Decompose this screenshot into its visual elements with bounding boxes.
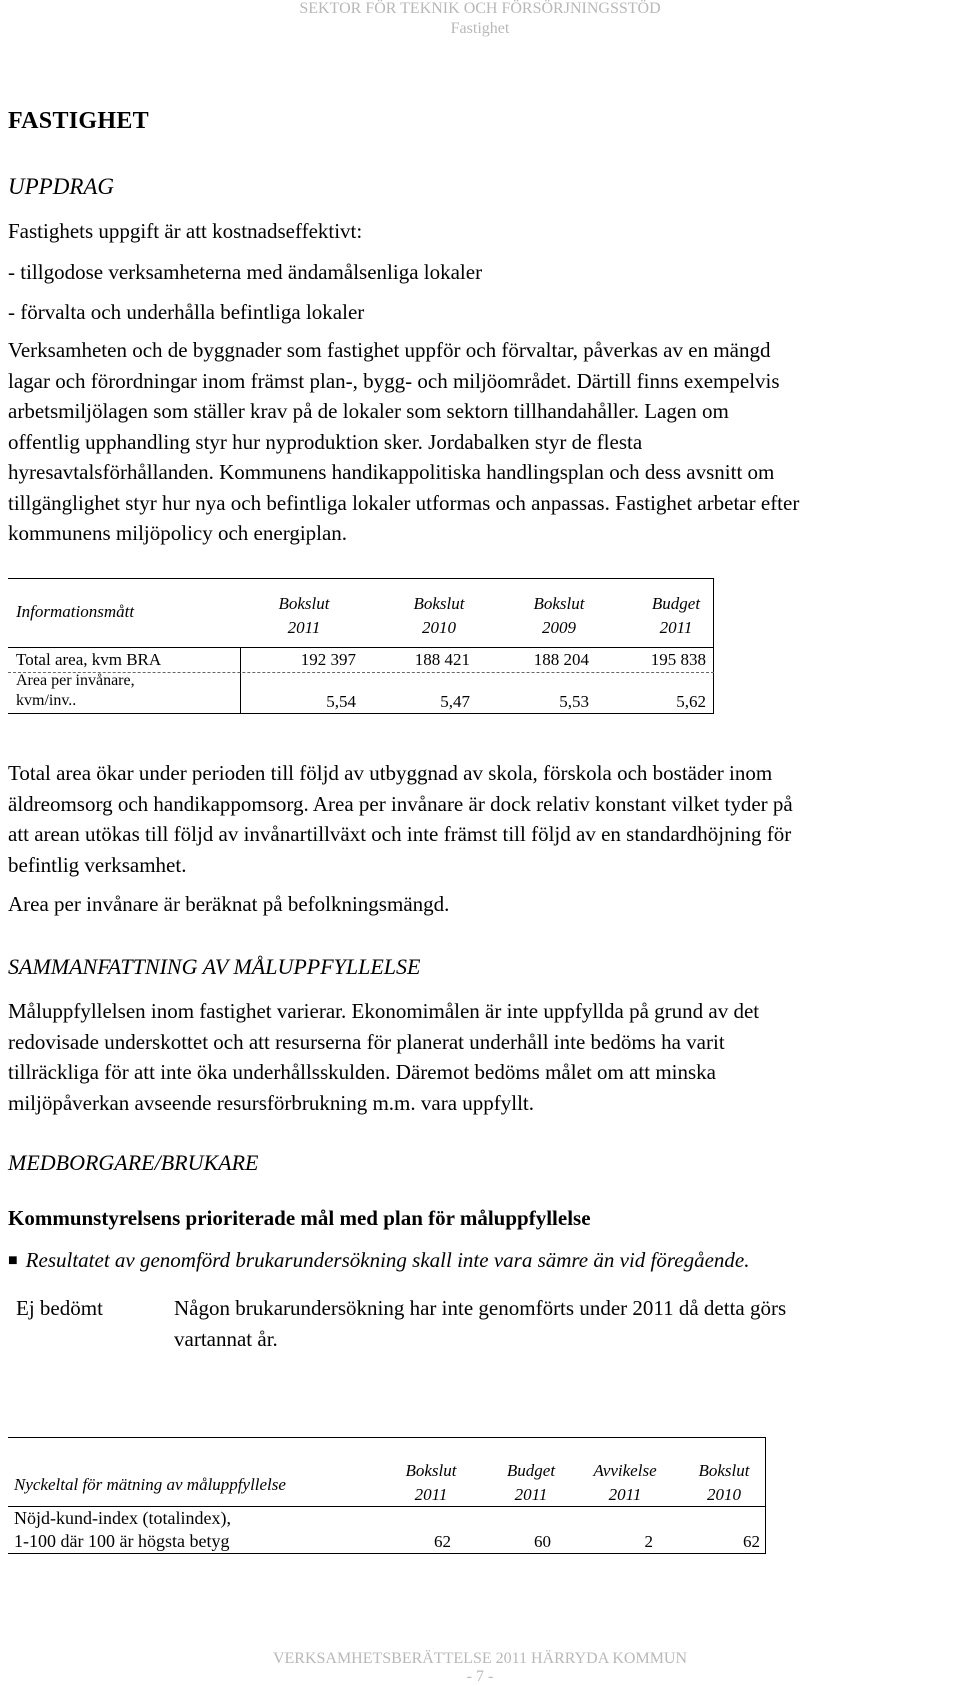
uppdrag-bullet: - tillgodose verksamheterna med ändamålsenliga lokaler — [8, 260, 483, 284]
table-right-border — [765, 1437, 766, 1553]
table-top-rule — [8, 578, 714, 579]
section-heading-medborgare: MEDBORGARE/BRUKARE — [8, 1150, 259, 1175]
table-column-header: Bokslut 2010 — [413, 594, 465, 637]
cell-value: 188 421 — [414, 650, 470, 669]
row-label: Total area, kvm BRA — [16, 650, 162, 669]
status-label: Ej bedömt — [16, 1296, 103, 1320]
text-line: arbetsmiljölagen som ställer krav på de lokaler som sektorn tillhandahåller. Lagen om — [8, 399, 729, 423]
goal-text: Resultatet av genomförd brukarundersökning skall inte vara sämre än vid föregående. — [25, 1248, 750, 1272]
text-line: Verksamheten och de byggnader som fastighet uppför och förvaltar, påverkas av en mängd — [8, 338, 771, 362]
table-column-divider — [240, 648, 241, 713]
cell-value: 192 397 — [300, 650, 356, 669]
text-line: Total area ökar under perioden till följd av utbyggnad av skola, förskola och bostäder inom — [8, 761, 773, 785]
running-footer: VERKSAMHETSBERÄTTELSE 2011 HÄRRYDA KOMMUN — [272, 1650, 688, 1667]
cell-value: 62 — [743, 1532, 760, 1551]
goal-line — [8, 1245, 749, 1276]
goal-subheading: Kommunstyrelsens prioriterade mål med plan för måluppfyllelse — [8, 1206, 591, 1230]
table-column-header: Avvikelse 2011 — [593, 1461, 657, 1504]
area-note: Area per invånare är beräknat på befolkningsmängd. — [8, 892, 450, 916]
uppdrag-paragraph — [8, 335, 943, 549]
table-column-header: Bokslut 2010 — [698, 1461, 750, 1504]
text-line: offentlig upphandling styr hur nyproduktion sker. Jordabalken styr de flesta — [8, 429, 643, 454]
section-heading-sammanfattning: SAMMANFATTNING AV MÅLUPPFYLLELSE — [8, 954, 421, 979]
text-line: hyresavtalsförhållanden. Kommunens handikappolitiska handlingsplan och dess avsnitt om — [8, 460, 775, 484]
running-header-sector: SEKTOR FÖR TEKNIK OCH FÖRSÖRJNINGSSTÖD — [299, 0, 661, 17]
table-column-header: Bokslut 2011 — [278, 594, 330, 637]
table-column-header: Bokslut 2011 — [405, 1461, 457, 1504]
text-line: tillgänglighet styr hur nya och befintliga lokaler utformas och anpassas. Fastighet arbetar efter — [8, 490, 800, 515]
status-description: Någon brukarundersökning har inte genomförts under 2011 då detta görs vartannat år. — [174, 1296, 787, 1351]
table-header-label: Informationsmått — [16, 602, 135, 621]
row-label: Area per invånare, kvm/inv.. — [16, 672, 135, 709]
table-column-header: Budget 2011 — [506, 1461, 556, 1504]
page-title: FASTIGHET — [8, 108, 149, 134]
cell-value: 2 — [644, 1532, 653, 1551]
cell-value: 62 — [434, 1532, 451, 1551]
cell-value: 188 204 — [533, 650, 589, 669]
page-number: - 7 - — [466, 1668, 494, 1685]
table-bottom-rule — [8, 1553, 766, 1554]
text-line: att arean utökas till följd av invånartillväxt och inte främst till följd av en standardhöjning för — [8, 822, 792, 846]
text-line: redovisade underskottet och att resurserna för planerat underhåll inte bedöms ha varit — [8, 1029, 725, 1054]
text-line: lagar och förordningar inom främst plan-, bygg- och miljöområdet. Därtill finns exempelvis — [8, 368, 780, 393]
text-line: kommunens miljöpolicy och energiplan. — [8, 521, 348, 545]
area-paragraph — [8, 758, 943, 880]
cell-value: 5,47 — [440, 692, 470, 711]
text-line: miljöpåverkan avseende resursförbrukning m.m. vara uppfyllt. — [8, 1090, 535, 1115]
table-bottom-rule — [8, 713, 714, 714]
running-header-unit: Fastighet — [450, 20, 510, 37]
sammanfattning-paragraph — [8, 996, 943, 1118]
cell-value: 5,62 — [676, 692, 706, 711]
text-line: Måluppfyllelsen inom fastighet varierar. Ekonomimålen är inte uppfyllda på grund av det — [8, 999, 760, 1023]
cell-value: 60 — [534, 1532, 551, 1551]
table-header-label: Nyckeltal för mätning av måluppfyllelse — [14, 1475, 286, 1494]
informationsmatt-table — [8, 578, 714, 718]
nyckeltal-table — [8, 1437, 766, 1557]
cell-value: 5,54 — [326, 692, 356, 711]
row-label: Nöjd-kund-index (totalindex), 1-100 där 100 är högsta betyg — [14, 1508, 231, 1551]
uppdrag-intro: Fastighets uppgift är att kostnadseffektivt: — [8, 219, 363, 243]
cell-value: 5,53 — [559, 692, 589, 711]
cell-value: 195 838 — [650, 650, 706, 669]
text-line: befintlig verksamhet. — [8, 852, 187, 877]
uppdrag-bullet: - förvalta och underhålla befintliga lokaler — [8, 300, 365, 324]
text-line: tillräckliga för att inte öka underhållsskulden. Däremot bedöms målet om att minska — [8, 1060, 716, 1084]
text-line: äldreomsorg och handikappomsorg. Area per invånare är dock relativ konstant vilket tyder på — [8, 791, 793, 816]
table-top-rule — [8, 1437, 766, 1438]
table-column-header: Bokslut 2009 — [533, 594, 585, 637]
section-heading-uppdrag: UPPDRAG — [8, 174, 115, 199]
square-bullet-icon: ■ — [8, 1252, 18, 1269]
table-column-header: Budget 2011 — [651, 594, 701, 637]
table-right-border — [713, 578, 714, 713]
